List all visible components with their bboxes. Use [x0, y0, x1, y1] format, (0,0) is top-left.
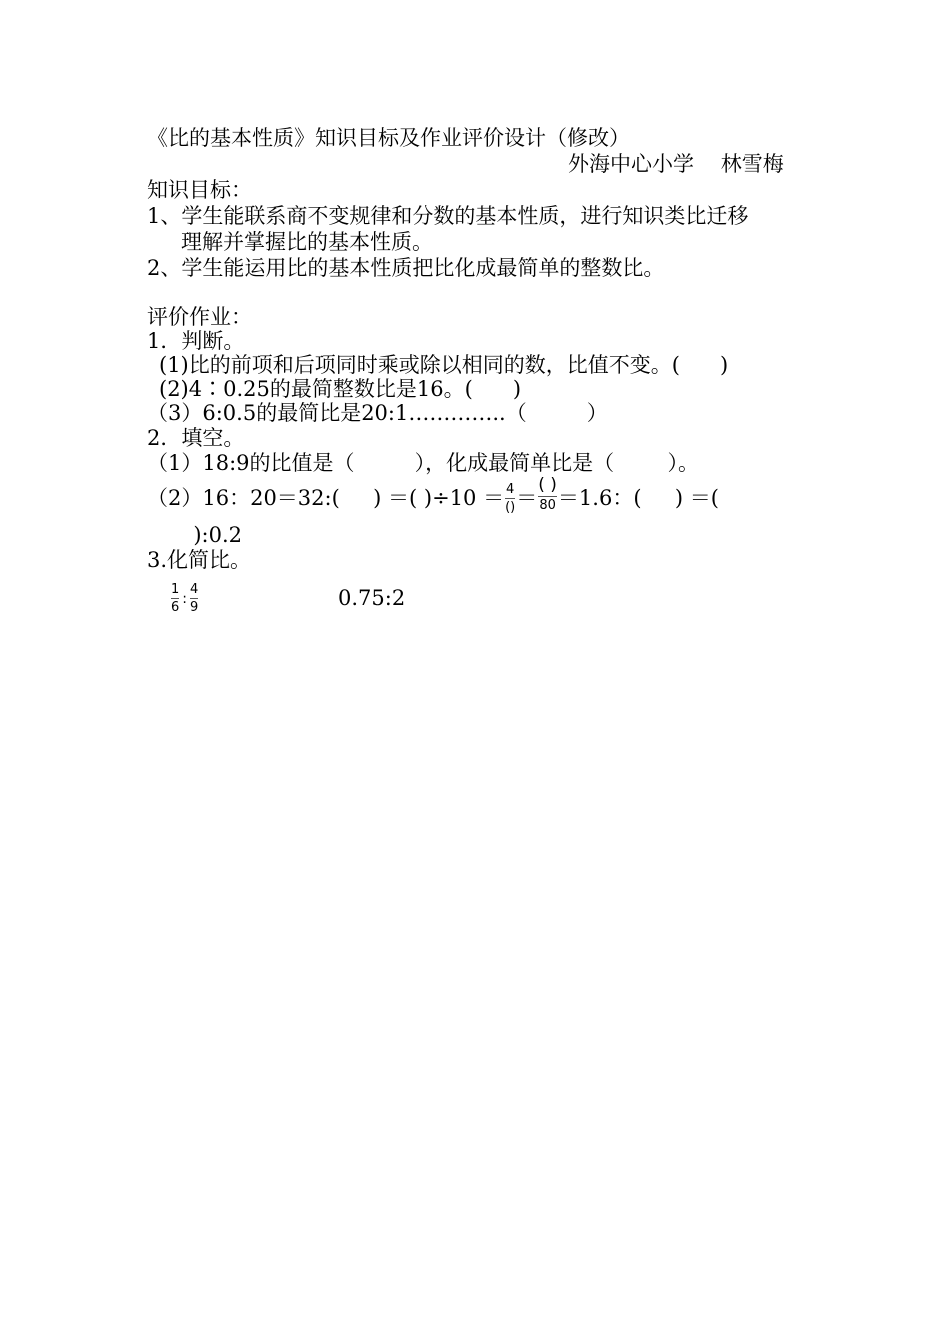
fraction-denominator: 9 — [190, 600, 199, 615]
q2-item-1: （1）18:9的比值是（ ），化成最简单比是（ ）。 — [147, 451, 699, 475]
equals-sign: ＝ — [516, 486, 538, 510]
q2-item-2-end: ＝1.6：( ) ＝( — [557, 486, 719, 510]
fraction-4-over-blank — [505, 483, 515, 514]
fraction-denominator: 6 — [171, 600, 180, 615]
author-line: 外海中心小学 林雪梅 — [568, 152, 784, 176]
fraction-bar — [171, 598, 179, 599]
q1-item-2: (2)4∶0.25的最简整数比是16。( ) — [159, 377, 522, 401]
fraction-bar — [538, 496, 557, 497]
fraction-denominator: 80 — [539, 497, 556, 513]
fraction-numerator: ( ) — [538, 474, 557, 495]
objective-1-line-2: 理解并掌握比的基本性质。 — [181, 230, 433, 254]
fraction-numerator: 1 — [171, 582, 180, 597]
fraction-bar — [190, 598, 198, 599]
q3-title: 3.化简比。 — [147, 548, 252, 572]
q2-title: 2．填空。 — [147, 426, 245, 450]
objective-1-line-1: 1、学生能联系商不变规律和分数的基本性质，进行知识类比迁移 — [147, 204, 749, 228]
fraction-blank-over-80 — [538, 474, 557, 513]
q1-item-1: (1)比的前项和后项同时乘或除以相同的数，比值不变。( ) — [159, 353, 729, 377]
homework-heading: 评价作业： — [147, 305, 252, 329]
fraction-numerator: 4 — [190, 582, 199, 597]
fraction-bar — [505, 498, 515, 499]
q2-item-2 — [147, 476, 719, 520]
fraction-one-sixth — [171, 583, 179, 614]
q2-item-2-start: （2）16：20＝32:( ) ＝( )÷10 ＝ — [147, 486, 505, 510]
fraction-four-ninths — [190, 583, 198, 614]
q2-item-2-continuation: ):0.2 — [180, 523, 243, 547]
q1-item-3: （3）6:0.5的最简比是20:1…………..（ ） — [147, 401, 608, 425]
q3-problem-1 — [170, 578, 199, 614]
ratio-colon: : — [182, 590, 187, 607]
objectives-heading: 知识目标： — [147, 178, 252, 202]
objective-2: 2、学生能运用比的基本性质把比化成最简单的整数比。 — [147, 256, 665, 280]
document-title: 《比的基本性质》知识目标及作业评价设计（修改） — [147, 126, 630, 150]
fraction-denominator: () — [505, 499, 516, 515]
q3-problem-2: 0.75:2 — [338, 586, 406, 610]
q1-title: 1．判断。 — [147, 329, 245, 353]
fraction-numerator: 4 — [506, 481, 515, 497]
